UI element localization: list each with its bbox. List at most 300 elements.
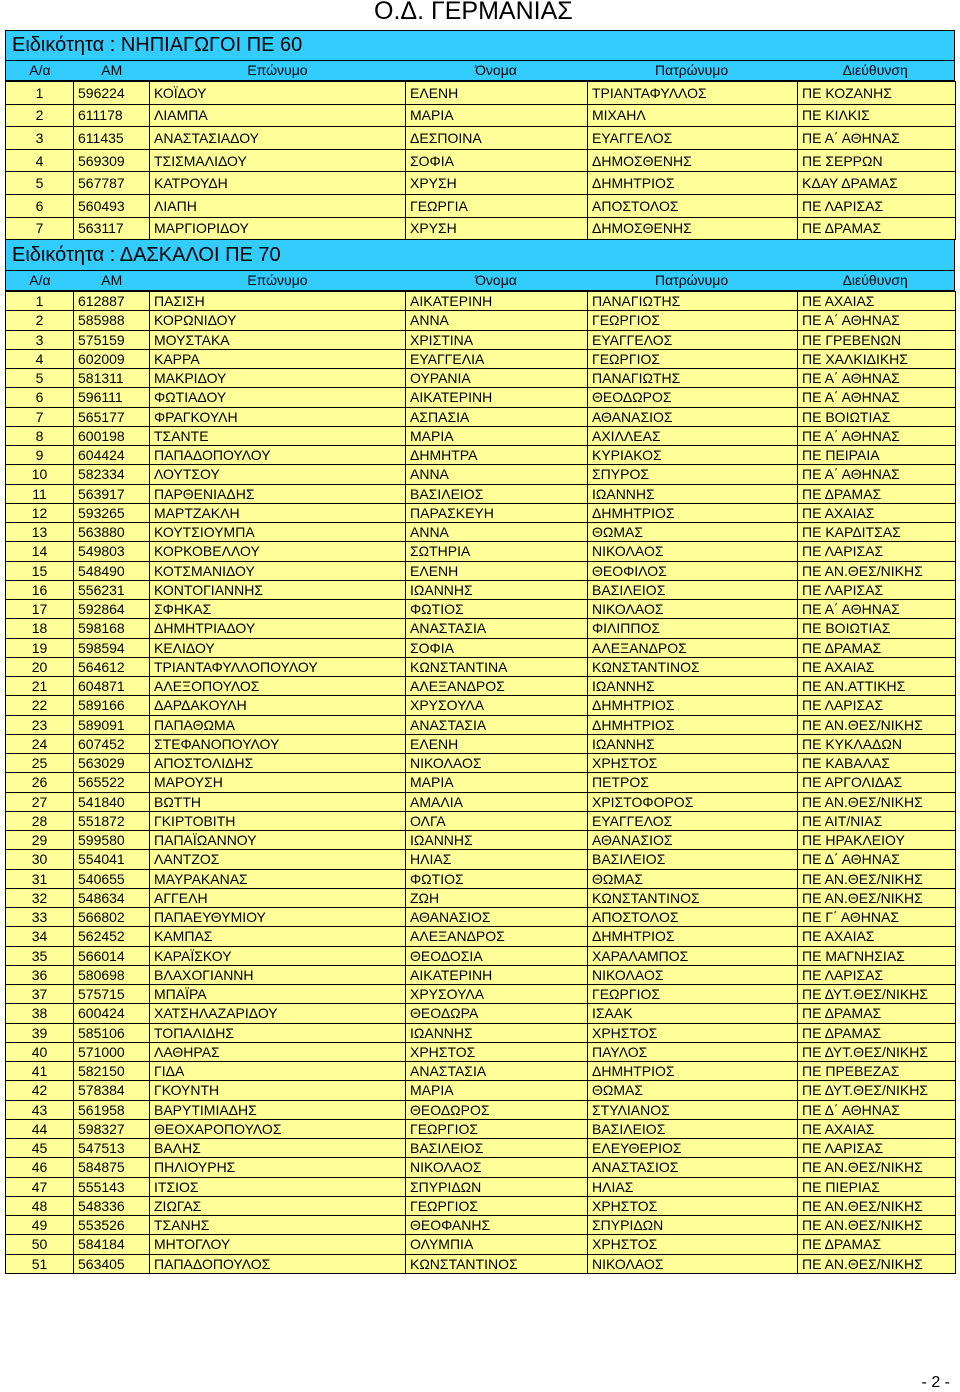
cell-surname: ΘΕΟΧΑΡΟΠΟΥΛΟΣ: [150, 1119, 406, 1138]
cell-am: 549803: [74, 542, 150, 561]
cell-am: 563117: [74, 217, 150, 240]
cell-am: 585988: [74, 311, 150, 330]
cell-first-name: ΣΟΦΙΑ: [406, 149, 588, 172]
cell-index: 32: [6, 888, 74, 907]
cell-surname: ΔΑΡΔΑΚΟΥΛΗ: [150, 696, 406, 715]
cell-fathers-name: ΜΙΧΑΗΛ: [588, 104, 798, 127]
cell-fathers-name: ΔΗΜΗΤΡΙΟΣ: [588, 503, 798, 522]
cell-directorate: ΠΕ ΔΥΤ.ΘΕΣ/ΝΙΚΗΣ: [798, 1042, 956, 1061]
cell-surname: ΚΟΥΤΣΙΟΥΜΠΑ: [150, 523, 406, 542]
cell-am: 548336: [74, 1196, 150, 1215]
column-header: Όνομα: [475, 62, 517, 78]
cell-directorate: ΠΕ ΑΧΑΙΑΣ: [798, 657, 956, 676]
cell-index: 43: [6, 1100, 74, 1119]
cell-fathers-name: ΔΗΜΟΣΘΕΝΗΣ: [588, 217, 798, 240]
table-row: [6, 369, 956, 388]
section-nipiagogoi: [5, 30, 955, 240]
cell-directorate: ΠΕ ΑΝ.ΘΕΣ/ΝΙΚΗΣ: [798, 1158, 956, 1177]
cell-directorate: ΠΕ ΒΟΙΩΤΙΑΣ: [798, 619, 956, 638]
cell-index: 11: [6, 484, 74, 503]
cell-first-name: ΜΑΡΙΑ: [406, 426, 588, 445]
cell-am: 548634: [74, 888, 150, 907]
cell-directorate: ΠΕ ΑΝ.ΘΕΣ/ΝΙΚΗΣ: [798, 1216, 956, 1235]
cell-first-name: ΕΛΕΝΗ: [406, 734, 588, 753]
column-header: Πατρώνυμο: [654, 272, 729, 288]
table-row: [6, 1177, 956, 1196]
cell-first-name: ΑΝΑΣΤΑΣΙΑ: [406, 715, 588, 734]
cell-first-name: ΑΝΝΑ: [406, 311, 588, 330]
table-row: [6, 1004, 956, 1023]
cell-first-name: ΣΠΥΡΙΔΩΝ: [406, 1177, 588, 1196]
cell-am: 547513: [74, 1139, 150, 1158]
cell-am: 578384: [74, 1081, 150, 1100]
cell-index: 13: [6, 523, 74, 542]
cell-index: 48: [6, 1196, 74, 1215]
cell-am: 575159: [74, 330, 150, 349]
cell-first-name: ΧΡΙΣΤΙΝΑ: [406, 330, 588, 349]
cell-directorate: ΠΕ ΠΡΕΒΕΖΑΣ: [798, 1062, 956, 1081]
cell-directorate: ΠΕ ΔΡΑΜΑΣ: [798, 1235, 956, 1254]
cell-surname: ΑΛΕΞΟΠΟΥΛΟΣ: [150, 677, 406, 696]
cell-index: 25: [6, 754, 74, 773]
column-header: Επώνυμο: [247, 272, 308, 288]
cell-am: 551872: [74, 811, 150, 830]
cell-fathers-name: ΒΑΣΙΛΕΙΟΣ: [588, 850, 798, 869]
cell-am: 565522: [74, 773, 150, 792]
cell-surname: ΦΩΤΙΑΔΟΥ: [150, 388, 406, 407]
table-row: [6, 600, 956, 619]
cell-index: 30: [6, 850, 74, 869]
cell-index: 45: [6, 1139, 74, 1158]
cell-index: 37: [6, 985, 74, 1004]
cell-directorate: ΠΕ ΜΑΓΝΗΣΙΑΣ: [798, 946, 956, 965]
cell-directorate: ΠΕ ΔΥΤ.ΘΕΣ/ΝΙΚΗΣ: [798, 1081, 956, 1100]
cell-fathers-name: ΣΤΥΛΙΑΝΟΣ: [588, 1100, 798, 1119]
cell-surname: ΠΑΠΑΪΩΑΝΝΟΥ: [150, 831, 406, 850]
cell-surname: ΒΑΡΥΤΙΜΙΑΔΗΣ: [150, 1100, 406, 1119]
cell-am: 554041: [74, 850, 150, 869]
cell-first-name: ΙΩΑΝΝΗΣ: [406, 831, 588, 850]
cell-first-name: ΧΡΥΣΟΥΛΑ: [406, 696, 588, 715]
cell-fathers-name: ΗΛΙΑΣ: [588, 1177, 798, 1196]
cell-am: 596111: [74, 388, 150, 407]
cell-directorate: ΠΕ Δ΄ ΑΘΗΝΑΣ: [798, 1100, 956, 1119]
cell-directorate: ΠΕ ΛΑΡΙΣΑΣ: [798, 965, 956, 984]
cell-first-name: ΑΝΝΑ: [406, 523, 588, 542]
cell-first-name: ΟΛΓΑ: [406, 811, 588, 830]
table-row: [6, 1119, 956, 1138]
cell-am: 598168: [74, 619, 150, 638]
cell-index: 5: [6, 369, 74, 388]
cell-fathers-name: ΑΘΑΝΑΣΙΟΣ: [588, 407, 798, 426]
page-number: - 2 -: [921, 1374, 950, 1391]
table-row: [6, 149, 956, 172]
table-row: [6, 946, 956, 965]
cell-fathers-name: ΑΛΕΞΑΝΔΡΟΣ: [588, 638, 798, 657]
cell-directorate: ΠΕ ΚΑΡΔΙΤΣΑΣ: [798, 523, 956, 542]
cell-first-name: ΙΩΑΝΝΗΣ: [406, 580, 588, 599]
cell-index: 28: [6, 811, 74, 830]
cell-first-name: ΧΡΗΣΤΟΣ: [406, 1042, 588, 1061]
cell-fathers-name: ΓΕΩΡΓΙΟΣ: [588, 311, 798, 330]
table-row: [6, 330, 956, 349]
cell-am: 575715: [74, 985, 150, 1004]
cell-am: 611178: [74, 104, 150, 127]
section-title: Ειδικότητα : ΔΑΣΚΑΛΟΙ ΠΕ 70: [5, 240, 955, 271]
table-row: [6, 908, 956, 927]
cell-directorate: ΠΕ ΧΑΛΚΙΔΙΚΗΣ: [798, 349, 956, 368]
table-row: [6, 127, 956, 150]
cell-am: 604424: [74, 446, 150, 465]
cell-first-name: ΕΥΑΓΓΕΛΙΑ: [406, 349, 588, 368]
cell-index: 3: [6, 330, 74, 349]
cell-fathers-name: ΘΩΜΑΣ: [588, 523, 798, 542]
cell-am: 582150: [74, 1062, 150, 1081]
cell-am: 564612: [74, 657, 150, 676]
cell-fathers-name: ΧΡΙΣΤΟΦΟΡΟΣ: [588, 792, 798, 811]
cell-surname: ΠΑΠΑΕΥΘΥΜΙΟΥ: [150, 908, 406, 927]
table-row: [6, 619, 956, 638]
cell-index: 39: [6, 1023, 74, 1042]
cell-directorate: ΠΕ ΑΧΑΙΑΣ: [798, 503, 956, 522]
cell-am: 567787: [74, 172, 150, 195]
table-row: [6, 561, 956, 580]
cell-index: 12: [6, 503, 74, 522]
cell-directorate: ΠΕ ΗΡΑΚΛΕΙΟΥ: [798, 831, 956, 850]
cell-first-name: ΙΩΑΝΝΗΣ: [406, 1023, 588, 1042]
cell-fathers-name: ΠΑΝΑΓΙΩΤΗΣ: [588, 369, 798, 388]
cell-index: 5: [6, 172, 74, 195]
cell-directorate: ΠΕ Α΄ ΑΘΗΝΑΣ: [798, 388, 956, 407]
cell-fathers-name: ΑΠΟΣΤΟΛΟΣ: [588, 194, 798, 217]
cell-surname: ΓΙΔΑ: [150, 1062, 406, 1081]
cell-fathers-name: ΧΡΗΣΤΟΣ: [588, 1196, 798, 1215]
table-row: [6, 1023, 956, 1042]
cell-index: 23: [6, 715, 74, 734]
cell-first-name: ΑΜΑΛΙΑ: [406, 792, 588, 811]
cell-index: 8: [6, 426, 74, 445]
cell-directorate: ΠΕ Α΄ ΑΘΗΝΑΣ: [798, 465, 956, 484]
cell-fathers-name: ΠΑΝΑΓΙΩΤΗΣ: [588, 292, 798, 311]
cell-index: 1: [6, 292, 74, 311]
cell-surname: ΤΡΙΑΝΤΑΦΥΛΛΟΠΟΥΛΟΥ: [150, 657, 406, 676]
cell-index: 27: [6, 792, 74, 811]
cell-index: 22: [6, 696, 74, 715]
cell-index: 17: [6, 600, 74, 619]
cell-first-name: ΝΙΚΟΛΑΟΣ: [406, 754, 588, 773]
cell-am: 602009: [74, 349, 150, 368]
cell-first-name: ΒΑΣΙΛΕΙΟΣ: [406, 484, 588, 503]
cell-first-name: ΜΑΡΙΑ: [406, 104, 588, 127]
table-row: [6, 1216, 956, 1235]
cell-directorate: ΠΕ ΑΝ.ΘΕΣ/ΝΙΚΗΣ: [798, 715, 956, 734]
cell-surname: ΛΙΑΜΠΑ: [150, 104, 406, 127]
cell-directorate: ΠΕ ΑΙΤ/ΝΙΑΣ: [798, 811, 956, 830]
table-row: [6, 831, 956, 850]
cell-am: 600424: [74, 1004, 150, 1023]
cell-directorate: ΠΕ ΛΑΡΙΣΑΣ: [798, 580, 956, 599]
cell-surname: ΑΝΑΣΤΑΣΙΑΔΟΥ: [150, 127, 406, 150]
cell-am: 571000: [74, 1042, 150, 1061]
cell-fathers-name: ΝΙΚΟΛΑΟΣ: [588, 600, 798, 619]
table-row: [6, 657, 956, 676]
table-row: [6, 1139, 956, 1158]
cell-am: 581311: [74, 369, 150, 388]
cell-index: 7: [6, 407, 74, 426]
cell-fathers-name: ΔΗΜΗΤΡΙΟΣ: [588, 927, 798, 946]
cell-directorate: ΠΕ ΔΡΑΜΑΣ: [798, 638, 956, 657]
cell-am: 565177: [74, 407, 150, 426]
cell-fathers-name: ΓΕΩΡΓΙΟΣ: [588, 985, 798, 1004]
cell-directorate: ΠΕ ΠΕΙΡΑΙΑ: [798, 446, 956, 465]
document-title: Ο.Δ. ΓΕΡΜΑΝΙΑΣ: [374, 0, 573, 25]
cell-am: 584184: [74, 1235, 150, 1254]
cell-fathers-name: ΔΗΜΗΤΡΙΟΣ: [588, 1062, 798, 1081]
cell-index: 50: [6, 1235, 74, 1254]
cell-directorate: ΠΕ ΑΧΑΙΑΣ: [798, 292, 956, 311]
cell-surname: ΜΟΥΣΤΑΚΑ: [150, 330, 406, 349]
cell-fathers-name: ΙΣΑΑΚ: [588, 1004, 798, 1023]
cell-fathers-name: ΒΑΣΙΛΕΙΟΣ: [588, 580, 798, 599]
cell-directorate: ΠΕ ΒΟΙΩΤΙΑΣ: [798, 407, 956, 426]
cell-am: 563880: [74, 523, 150, 542]
cell-first-name: ΑΣΠΑΣΙΑ: [406, 407, 588, 426]
cell-surname: ΠΗΛΙΟΥΡΗΣ: [150, 1158, 406, 1177]
cell-surname: ΜΠΑΪΡΑ: [150, 985, 406, 1004]
cell-fathers-name: ΣΠΥΡΙΔΩΝ: [588, 1216, 798, 1235]
cell-directorate: ΠΕ ΑΝ.ΘΕΣ/ΝΙΚΗΣ: [798, 1254, 956, 1273]
table-row: [6, 542, 956, 561]
cell-fathers-name: ΑΠΟΣΤΟΛΟΣ: [588, 908, 798, 927]
cell-am: 592864: [74, 600, 150, 619]
table-row: [6, 484, 956, 503]
cell-am: 582334: [74, 465, 150, 484]
cell-index: 6: [6, 194, 74, 217]
cell-fathers-name: ΑΘΑΝΑΣΙΟΣ: [588, 831, 798, 850]
cell-surname: ΛΙΑΠΗ: [150, 194, 406, 217]
cell-am: 585106: [74, 1023, 150, 1042]
cell-fathers-name: ΓΕΩΡΓΙΟΣ: [588, 349, 798, 368]
cell-surname: ΠΑΠΑΔΟΠΟΥΛΟΥ: [150, 446, 406, 465]
cell-first-name: ΘΕΟΔΩΡΟΣ: [406, 1100, 588, 1119]
cell-directorate: ΠΕ Α΄ ΑΘΗΝΑΣ: [798, 311, 956, 330]
table-row: [6, 217, 956, 240]
cell-index: 4: [6, 149, 74, 172]
cell-directorate: ΠΕ ΔΡΑΜΑΣ: [798, 484, 956, 503]
table-row: [6, 82, 956, 105]
cell-fathers-name: ΘΕΟΔΩΡΟΣ: [588, 388, 798, 407]
cell-first-name: ΔΕΣΠΟΙΝΑ: [406, 127, 588, 150]
cell-fathers-name: ΔΗΜΗΤΡΙΟΣ: [588, 172, 798, 195]
cell-index: 26: [6, 773, 74, 792]
table-row: [6, 638, 956, 657]
cell-am: 596224: [74, 82, 150, 105]
table-row: [6, 407, 956, 426]
column-header: Διεύθυνση: [842, 62, 908, 78]
cell-first-name: ΦΩΤΙΟΣ: [406, 869, 588, 888]
cell-am: 562452: [74, 927, 150, 946]
cell-surname: ΚΕΛΙΔΟΥ: [150, 638, 406, 657]
cell-directorate: ΠΕ ΑΝ.ΑΤΤΙΚΗΣ: [798, 677, 956, 696]
cell-index: 2: [6, 104, 74, 127]
table-row: [6, 1100, 956, 1119]
cell-first-name: ΑΛΕΞΑΝΔΡΟΣ: [406, 927, 588, 946]
cell-am: 563917: [74, 484, 150, 503]
cell-directorate: ΠΕ ΑΝ.ΘΕΣ/ΝΙΚΗΣ: [798, 869, 956, 888]
cell-am: 556231: [74, 580, 150, 599]
column-header-row: [5, 271, 955, 291]
cell-directorate: ΠΕ Α΄ ΑΘΗΝΑΣ: [798, 127, 956, 150]
cell-index: 40: [6, 1042, 74, 1061]
cell-fathers-name: ΑΧΙΛΛΕΑΣ: [588, 426, 798, 445]
table-row: [6, 1081, 956, 1100]
cell-directorate: ΠΕ ΔΡΑΜΑΣ: [798, 1004, 956, 1023]
cell-first-name: ΕΛΕΝΗ: [406, 82, 588, 105]
cell-surname: ΚΑΜΠΑΣ: [150, 927, 406, 946]
cell-fathers-name: ΚΩΝΣΤΑΝΤΙΝΟΣ: [588, 657, 798, 676]
cell-first-name: ΣΩΤΗΡΙΑ: [406, 542, 588, 561]
cell-surname: ΣΦΗΚΑΣ: [150, 600, 406, 619]
table-row: [6, 811, 956, 830]
cell-surname: ΤΟΠΑΛΙΔΗΣ: [150, 1023, 406, 1042]
cell-surname: ΔΗΜΗΤΡΙΑΔΟΥ: [150, 619, 406, 638]
cell-surname: ΛΑΘΗΡΑΣ: [150, 1042, 406, 1061]
table-row: [6, 523, 956, 542]
cell-am: 555143: [74, 1177, 150, 1196]
cell-surname: ΜΑΡΤΖΑΚΛΗ: [150, 503, 406, 522]
cell-fathers-name: ΔΗΜΗΤΡΙΟΣ: [588, 715, 798, 734]
cell-fathers-name: ΚΩΝΣΤΑΝΤΙΝΟΣ: [588, 888, 798, 907]
cell-index: 36: [6, 965, 74, 984]
table-row: [6, 1042, 956, 1061]
section-daskaloi: [5, 240, 955, 1273]
cell-surname: ΖΙΩΓΑΣ: [150, 1196, 406, 1215]
table-row: [6, 172, 956, 195]
cell-first-name: ΑΝΑΣΤΑΣΙΑ: [406, 619, 588, 638]
cell-surname: ΣΤΕΦΑΝΟΠΟΥΛΟΥ: [150, 734, 406, 753]
cell-surname: ΠΑΠΑΘΩΜΑ: [150, 715, 406, 734]
cell-directorate: ΠΕ ΔΡΑΜΑΣ: [798, 1023, 956, 1042]
cell-am: 553526: [74, 1216, 150, 1235]
cell-index: 46: [6, 1158, 74, 1177]
cell-am: 598327: [74, 1119, 150, 1138]
column-header: Πατρώνυμο: [654, 62, 729, 78]
cell-fathers-name: ΧΡΗΣΤΟΣ: [588, 1023, 798, 1042]
table-row: [6, 965, 956, 984]
cell-am: 563405: [74, 1254, 150, 1273]
table-row: [6, 792, 956, 811]
cell-fathers-name: ΕΥΑΓΓΕΛΟΣ: [588, 330, 798, 349]
cell-first-name: ΦΩΤΙΟΣ: [406, 600, 588, 619]
cell-fathers-name: ΙΩΑΝΝΗΣ: [588, 734, 798, 753]
cell-fathers-name: ΑΝΑΣΤΑΣΙΟΣ: [588, 1158, 798, 1177]
cell-directorate: ΠΕ ΑΧΑΙΑΣ: [798, 1119, 956, 1138]
cell-surname: ΚΟΤΣΜΑΝΙΔΟΥ: [150, 561, 406, 580]
cell-fathers-name: ΝΙΚΟΛΑΟΣ: [588, 965, 798, 984]
cell-surname: ΒΩΤΤΗ: [150, 792, 406, 811]
cell-surname: ΤΣΑΝΗΣ: [150, 1216, 406, 1235]
cell-surname: ΦΡΑΓΚΟΥΛΗ: [150, 407, 406, 426]
cell-am: 598594: [74, 638, 150, 657]
section-title: Ειδικότητα : ΝΗΠΙΑΓΩΓΟΙ ΠΕ 60: [5, 30, 955, 61]
cell-surname: ΒΑΛΗΣ: [150, 1139, 406, 1158]
table-row: [6, 292, 956, 311]
table-row: [6, 734, 956, 753]
cell-first-name: ΚΩΝΣΤΑΝΤΙΝΑ: [406, 657, 588, 676]
cell-index: 41: [6, 1062, 74, 1081]
cell-first-name: ΧΡΥΣΟΥΛΑ: [406, 985, 588, 1004]
cell-first-name: ΚΩΝΣΤΑΝΤΙΝΟΣ: [406, 1254, 588, 1273]
cell-index: 16: [6, 580, 74, 599]
cell-am: 561958: [74, 1100, 150, 1119]
cell-directorate: ΠΕ ΛΑΡΙΣΑΣ: [798, 696, 956, 715]
nipiagogoi-table: [5, 81, 956, 240]
cell-surname: ΑΓΓΕΛΗ: [150, 888, 406, 907]
column-header-row: [5, 61, 955, 81]
cell-fathers-name: ΦΙΛΙΠΠΟΣ: [588, 619, 798, 638]
cell-surname: ΜΑΡΟΥΣΗ: [150, 773, 406, 792]
cell-fathers-name: ΧΡΗΣΤΟΣ: [588, 754, 798, 773]
cell-directorate: ΠΕ ΛΑΡΙΣΑΣ: [798, 542, 956, 561]
cell-am: 611435: [74, 127, 150, 150]
cell-directorate: ΠΕ ΣΕΡΡΩΝ: [798, 149, 956, 172]
table-row: [6, 1254, 956, 1273]
cell-am: 584875: [74, 1158, 150, 1177]
cell-surname: ΓΚΟΥΝΤΗ: [150, 1081, 406, 1100]
cell-fathers-name: ΘΩΜΑΣ: [588, 1081, 798, 1100]
table-row: [6, 773, 956, 792]
column-header: Επώνυμο: [247, 62, 308, 78]
cell-first-name: ΑΙΚΑΤΕΡΙΝΗ: [406, 965, 588, 984]
cell-fathers-name: ΠΑΥΛΟΣ: [588, 1042, 798, 1061]
table-row: [6, 465, 956, 484]
cell-am: 566802: [74, 908, 150, 927]
cell-first-name: ΝΙΚΟΛΑΟΣ: [406, 1158, 588, 1177]
cell-directorate: ΠΕ ΔΥΤ.ΘΕΣ/ΝΙΚΗΣ: [798, 985, 956, 1004]
cell-index: 47: [6, 1177, 74, 1196]
cell-am: 541840: [74, 792, 150, 811]
table-row: [6, 927, 956, 946]
cell-index: 7: [6, 217, 74, 240]
table-row: [6, 1235, 956, 1254]
cell-first-name: ΜΑΡΙΑ: [406, 773, 588, 792]
column-header: Όνομα: [475, 272, 517, 288]
cell-index: 4: [6, 349, 74, 368]
cell-first-name: ΓΕΩΡΓΙΟΣ: [406, 1196, 588, 1215]
cell-surname: ΧΑΤΣΗΛΑΖΑΡΙΔΟΥ: [150, 1004, 406, 1023]
cell-am: 563029: [74, 754, 150, 773]
cell-fathers-name: ΔΗΜΟΣΘΕΝΗΣ: [588, 149, 798, 172]
column-header: ΑΜ: [101, 62, 123, 78]
cell-directorate: ΠΕ ΛΑΡΙΣΑΣ: [798, 194, 956, 217]
cell-directorate: ΠΕ Γ΄ ΑΘΗΝΑΣ: [798, 908, 956, 927]
cell-surname: ΚΟΡΩΝΙΔΟΥ: [150, 311, 406, 330]
cell-am: 589166: [74, 696, 150, 715]
cell-am: 612887: [74, 292, 150, 311]
cell-am: 540655: [74, 869, 150, 888]
cell-index: 10: [6, 465, 74, 484]
cell-fathers-name: ΤΡΙΑΝΤΑΦΥΛΛΟΣ: [588, 82, 798, 105]
cell-index: 42: [6, 1081, 74, 1100]
cell-surname: ΜΑΥΡΑΚΑΝΑΣ: [150, 869, 406, 888]
table-row: [6, 1062, 956, 1081]
cell-fathers-name: ΕΥΑΓΓΕΛΟΣ: [588, 811, 798, 830]
cell-first-name: ΟΥΡΑΝΙΑ: [406, 369, 588, 388]
cell-index: 21: [6, 677, 74, 696]
cell-first-name: ΘΕΟΦΑΝΗΣ: [406, 1216, 588, 1235]
cell-first-name: ΒΑΣΙΛΕΙΟΣ: [406, 1139, 588, 1158]
cell-surname: ΚΟΝΤΟΓΙΑΝΝΗΣ: [150, 580, 406, 599]
